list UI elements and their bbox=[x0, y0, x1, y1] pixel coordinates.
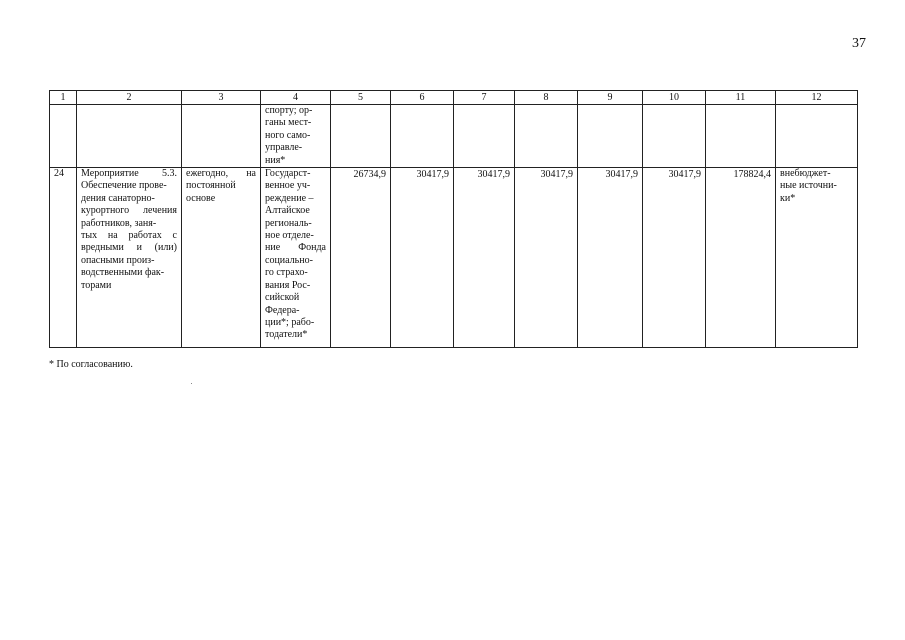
page-number: 37 bbox=[852, 36, 866, 51]
empty-cell bbox=[50, 105, 77, 168]
column-number-row bbox=[50, 91, 858, 105]
empty-cell bbox=[643, 105, 706, 168]
empty-cell bbox=[331, 105, 391, 168]
column-number-cell: 5 bbox=[331, 91, 391, 105]
amount-cell: 30417,9 bbox=[578, 168, 643, 348]
executor-cell: Государст- венное уч- реждение – Алтайское региональ- ное отделе- ние Фонда социально- го страхо- вания Рос- сийской Федера- ции*; рабо- тодатели* bbox=[261, 168, 331, 348]
footnote: * По согласованию. bbox=[49, 359, 133, 370]
funding-source-cell: внебюджет- ные источни- ки* bbox=[776, 168, 858, 348]
empty-cell bbox=[391, 105, 454, 168]
scan-speck bbox=[191, 383, 192, 384]
column-number-cell: 8 bbox=[515, 91, 578, 105]
continuation-row bbox=[50, 105, 858, 168]
amount-cell: 30417,9 bbox=[391, 168, 454, 348]
empty-cell bbox=[182, 105, 261, 168]
column-number-cell: 12 bbox=[776, 91, 858, 105]
executor-cell: спорту; ор- ганы мест- ного само- управле- ния* bbox=[261, 105, 331, 168]
empty-cell bbox=[706, 105, 776, 168]
column-number-cell: 1 bbox=[50, 91, 77, 105]
column-number-cell: 11 bbox=[706, 91, 776, 105]
column-number-cell: 4 bbox=[261, 91, 331, 105]
column-number-cell: 6 bbox=[391, 91, 454, 105]
amount-cell: 30417,9 bbox=[454, 168, 515, 348]
amount-cell: 26734,9 bbox=[331, 168, 391, 348]
table-row bbox=[50, 168, 858, 348]
activity-cell: Мероприятие 5.3. Обеспечение прове- дения санаторно- курортного лечения работников, заня- тых на работах с вредными и (или) опасными произ- водственными фак- торами bbox=[77, 168, 182, 348]
empty-cell bbox=[515, 105, 578, 168]
empty-cell bbox=[578, 105, 643, 168]
empty-cell bbox=[776, 105, 858, 168]
empty-cell bbox=[77, 105, 182, 168]
amount-cell: 30417,9 bbox=[515, 168, 578, 348]
column-number-cell: 7 bbox=[454, 91, 515, 105]
plan-table bbox=[49, 90, 858, 348]
row-number-cell: 24 bbox=[50, 168, 77, 348]
column-number-cell: 2 bbox=[77, 91, 182, 105]
column-number-cell: 10 bbox=[643, 91, 706, 105]
period-cell: ежегодно, на постоянной основе bbox=[182, 168, 261, 348]
amount-cell: 30417,9 bbox=[643, 168, 706, 348]
empty-cell bbox=[454, 105, 515, 168]
column-number-cell: 3 bbox=[182, 91, 261, 105]
total-amount-cell: 178824,4 bbox=[706, 168, 776, 348]
column-number-cell: 9 bbox=[578, 91, 643, 105]
